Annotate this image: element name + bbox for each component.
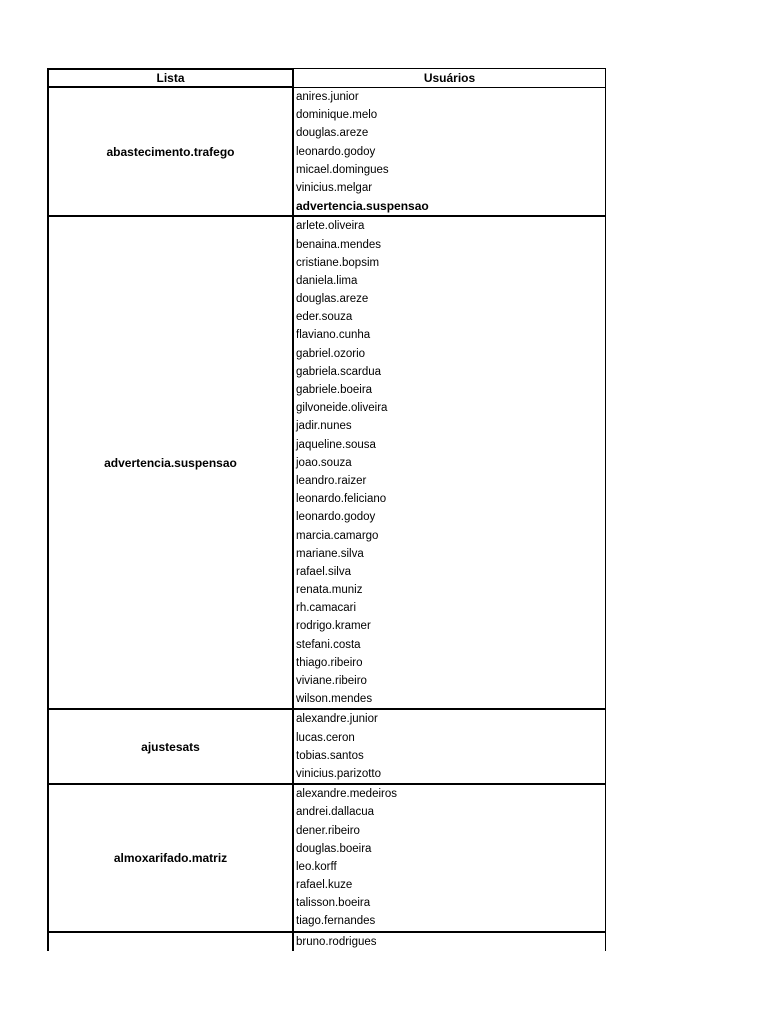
user-entry: tobias.santos xyxy=(296,749,364,762)
user-entry: gabriela.scardua xyxy=(296,365,382,378)
user-entry: arlete.oliveira xyxy=(296,220,365,233)
user-entry: lucas.ceron xyxy=(296,731,355,744)
user-entry: daniela.lima xyxy=(296,274,358,287)
user-entry: wilson.mendes xyxy=(296,693,373,706)
group-list xyxy=(47,88,606,951)
user-entry: talisson.boeira xyxy=(296,897,371,910)
user-entry: rh.camacari xyxy=(296,602,357,615)
users-cell xyxy=(294,88,606,215)
user-entry: renata.muniz xyxy=(296,584,363,597)
user-entry: anires.junior xyxy=(296,91,359,103)
users-cell xyxy=(294,933,606,951)
user-entry: douglas.areze xyxy=(296,127,369,140)
user-entry: rafael.silva xyxy=(296,565,351,578)
user-entry: marcia.camargo xyxy=(296,529,379,542)
user-entry: advertencia.suspensao xyxy=(296,199,429,214)
list-name-cell: advertencia.suspensao xyxy=(47,217,294,708)
user-entry: leo.korff xyxy=(296,860,337,873)
user-entry: gilvoneide.oliveira xyxy=(296,402,388,415)
user-entry: bruno.rodrigues xyxy=(296,935,377,948)
user-entry: rafael.kuze xyxy=(296,879,353,892)
user-entry: joao.souza xyxy=(296,456,352,469)
list-group xyxy=(47,217,606,710)
user-entry: eder.souza xyxy=(296,311,353,324)
user-entry: dener.ribeiro xyxy=(296,824,360,837)
user-entry: stefani.costa xyxy=(296,638,361,651)
user-entry: vinicius.melgar xyxy=(296,181,373,194)
users-cell xyxy=(294,217,606,708)
user-entry: cristiane.bopsim xyxy=(296,256,380,269)
user-entry: alexandre.medeiros xyxy=(296,788,398,801)
user-entry: douglas.areze xyxy=(296,293,369,306)
user-entry: gabriele.boeira xyxy=(296,384,373,396)
user-entry: tiago.fernandes xyxy=(296,915,376,928)
user-entry: rodrigo.kramer xyxy=(296,620,371,633)
header-usuarios: Usuários xyxy=(294,68,606,88)
list-group xyxy=(47,785,606,933)
user-entry: andrei.dallacua xyxy=(296,806,375,819)
list-group xyxy=(47,710,606,785)
user-entry: dominique.melo xyxy=(296,109,378,122)
user-entry: mariane.silva xyxy=(296,547,364,560)
spreadsheet-table xyxy=(47,68,606,951)
user-entry: vinicius.parizotto xyxy=(296,767,382,780)
list-group xyxy=(47,933,606,951)
header-lista: Lista xyxy=(47,68,294,88)
user-entry: flaviano.cunha xyxy=(296,329,371,342)
user-entry: leandro.raizer xyxy=(296,474,367,487)
user-entry: leonardo.feliciano xyxy=(296,493,387,506)
list-name-cell: abastecimento.trafego xyxy=(47,88,294,215)
user-entry: leonardo.godoy xyxy=(296,511,376,524)
users-cell xyxy=(294,710,606,783)
list-name-cell: almoxarifado.matriz xyxy=(47,785,294,931)
user-entry: alexandre.junior xyxy=(296,713,378,726)
user-entry: viviane.ribeiro xyxy=(296,675,367,687)
user-entry: jadir.nunes xyxy=(296,420,352,433)
user-entry: gabriel.ozorio xyxy=(296,347,366,360)
user-entry: leonardo.godoy xyxy=(296,145,376,158)
user-entry: douglas.boeira xyxy=(296,842,372,855)
user-entry: benaina.mendes xyxy=(296,238,382,251)
list-name-cell xyxy=(47,933,294,951)
user-entry: micael.domingues xyxy=(296,163,389,176)
users-cell xyxy=(294,785,606,931)
list-group xyxy=(47,88,606,217)
header-row xyxy=(47,68,606,88)
user-entry: jaqueline.sousa xyxy=(296,438,376,451)
user-entry: thiago.ribeiro xyxy=(296,656,363,669)
list-name-cell: ajustesats xyxy=(47,710,294,783)
